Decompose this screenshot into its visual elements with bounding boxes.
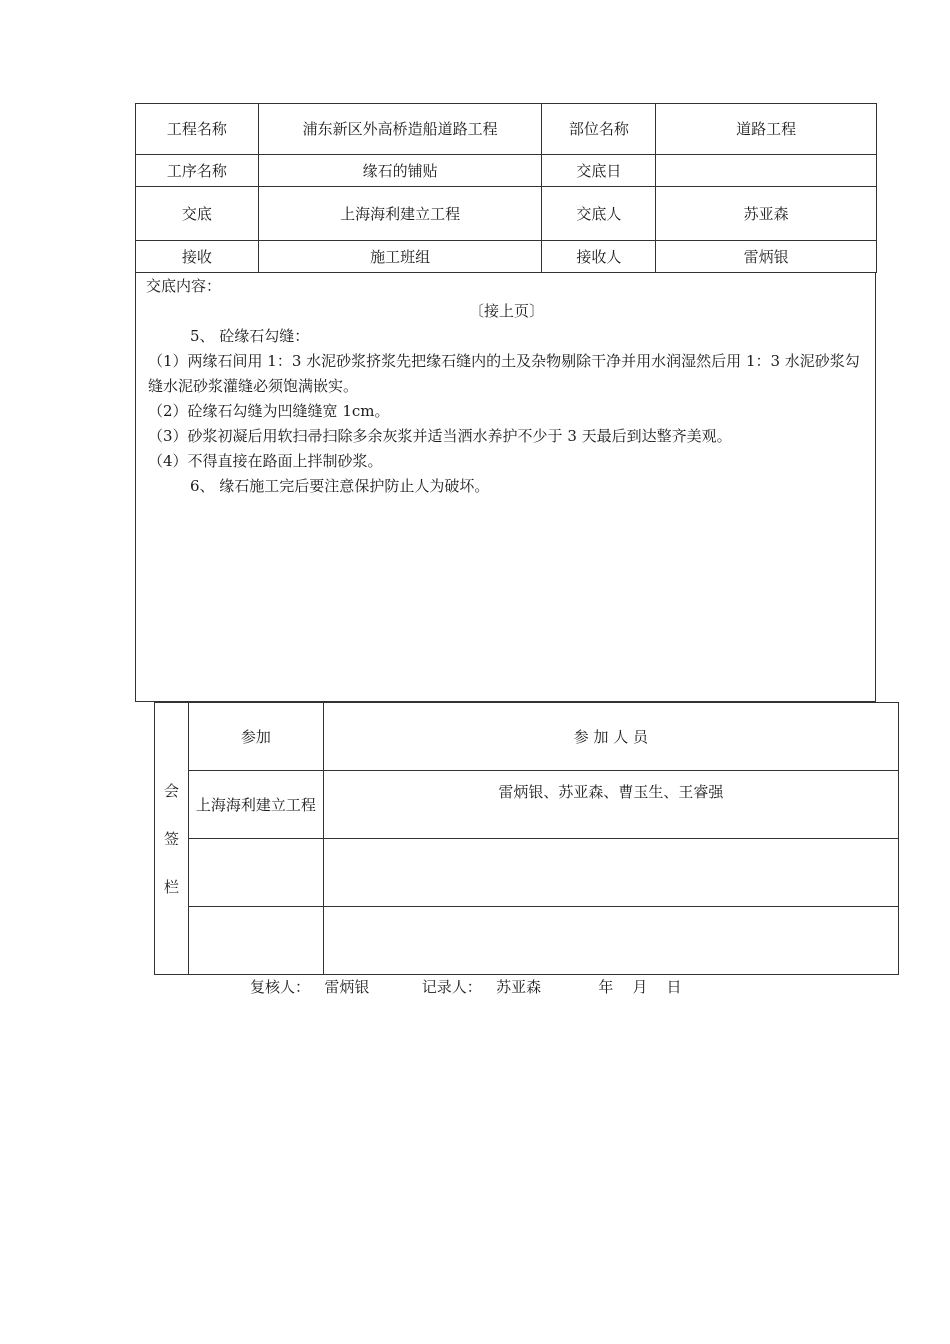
sign-unit-cell: 上海海利建立工程 xyxy=(188,771,323,839)
header-participants: 参 加 人 员 xyxy=(323,703,898,771)
header-participating-unit: 参加 xyxy=(188,703,323,771)
section-6-title: 6、 缘石施工完后要注意保护防止人为破坏。 xyxy=(190,477,490,495)
sign-unit-cell xyxy=(188,907,323,975)
recorder-name: 苏亚森 xyxy=(496,978,542,996)
label-briefing-date: 交底日 xyxy=(542,155,656,187)
info-row-receive xyxy=(136,241,877,273)
briefing-content xyxy=(135,272,876,702)
item-2: （2）砼缘石勾缝为凹缝缝宽 1cm。 xyxy=(148,402,390,420)
sign-unit-cell xyxy=(188,839,323,907)
sign-row xyxy=(155,839,899,907)
sign-side-label xyxy=(155,703,189,975)
value-briefing-date xyxy=(656,155,877,187)
info-row-briefing xyxy=(136,187,877,241)
item-1: （1）两缘石间用 1：3 水泥砂浆挤浆先把缘石缝内的土及杂物剔除干净并用水润湿然后用 1：3 水泥砂浆勾缝水泥砂浆灌缝必须饱满嵌实。 xyxy=(148,352,860,395)
info-row-process xyxy=(136,155,877,187)
date-day: 日 xyxy=(666,978,682,996)
item-3: （3）砂浆初凝后用软扫帚扫除多余灰浆并适当洒水养护不少于 3 天最后到达整齐美观。 xyxy=(148,427,732,445)
value-receive-unit: 施工班组 xyxy=(258,241,542,273)
date-year: 年 xyxy=(598,978,614,996)
label-receive-unit: 接收 xyxy=(136,241,259,273)
value-project-name: 浦东新区外高桥造船道路工程 xyxy=(258,104,542,155)
side-char-2: 签 xyxy=(163,829,179,848)
content-heading: 交底内容： xyxy=(146,277,222,295)
label-part-name: 部位名称 xyxy=(542,104,656,155)
footer-signatures xyxy=(250,976,682,997)
label-receive-person: 接收人 xyxy=(542,241,656,273)
label-process-name: 工序名称 xyxy=(136,155,259,187)
label-briefing-unit: 交底 xyxy=(136,187,259,241)
sign-members-cell xyxy=(323,839,898,907)
label-briefing-person: 交底人 xyxy=(542,187,656,241)
label-project-name: 工程名称 xyxy=(136,104,259,155)
side-char-3: 栏 xyxy=(163,877,179,896)
sign-row xyxy=(155,907,899,975)
info-row-project xyxy=(136,104,877,155)
sign-members-cell: 雷炳银、苏亚森、曹玉生、王睿强 xyxy=(323,771,898,839)
reviewer-name: 雷炳银 xyxy=(324,978,370,996)
sign-table xyxy=(154,702,899,975)
value-receive-person: 雷炳银 xyxy=(656,241,877,273)
sign-header-row xyxy=(155,703,899,771)
value-part-name: 道路工程 xyxy=(656,104,877,155)
side-char-1: 会 xyxy=(163,781,179,800)
value-briefing-unit: 上海海利建立工程 xyxy=(258,187,542,241)
value-process-name: 缘石的铺贴 xyxy=(258,155,542,187)
reviewer-label: 复核人： xyxy=(250,978,311,996)
section-5-title: 5、 砼缘石勾缝： xyxy=(190,327,310,345)
date-month: 月 xyxy=(632,978,648,996)
value-briefing-person: 苏亚森 xyxy=(656,187,877,241)
sign-row xyxy=(155,771,899,839)
sign-members-cell xyxy=(323,907,898,975)
info-table xyxy=(135,103,877,273)
recorder-label: 记录人： xyxy=(421,978,482,996)
item-4: （4）不得直接在路面上拌制砂浆。 xyxy=(148,452,383,470)
continued-note: 〔接上页〕 xyxy=(468,302,544,320)
